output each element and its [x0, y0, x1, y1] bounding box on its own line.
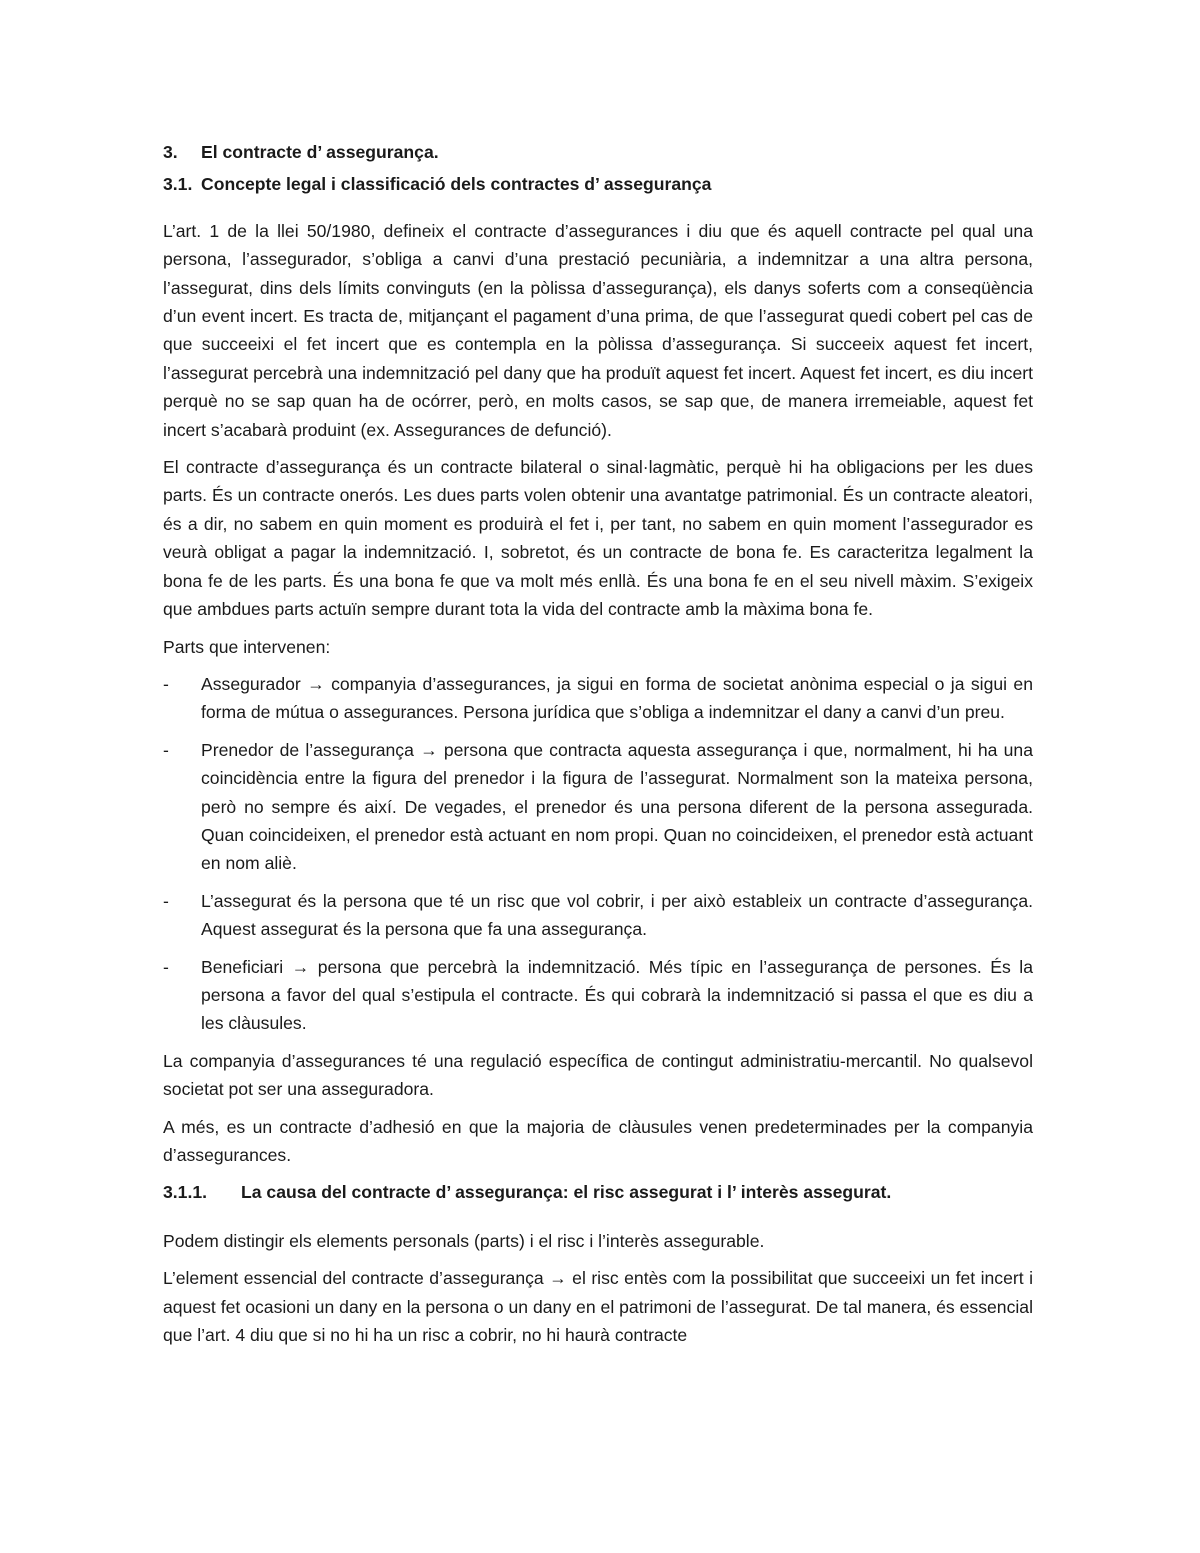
list-dash: - [163, 890, 169, 911]
paragraph-risk: L’element essencial del contracte d’assegurança → el risc entès com la possibilitat que succeeixi un fet incert i aquest fet ocasioni un dany en la persona o un dany en el patrimoni de l’assegurat. De tal manera, és essencial que l’art. 4 diu que si no hi ha un risc a cobrir, no hi haurà contracte [163, 1268, 1033, 1346]
paragraph-regulation: La companyia d’assegurances té una regulació específica de contingut administratiu-mercantil. No qualsevol societat pot ser una asseguradora. [163, 1050, 1033, 1100]
section-heading [163, 138, 1033, 166]
paragraph-parts-intro: Parts que intervenen: [163, 636, 331, 657]
paragraph-elements: Podem distingir els elements personals (parts) i el risc i l’interès assegurable. [163, 1230, 765, 1251]
list-item [163, 736, 1033, 878]
section-number: 3. [163, 142, 178, 162]
section-title: El contracte d’ assegurança. [201, 142, 439, 162]
list-item [163, 953, 1033, 1038]
list-item [163, 887, 1033, 944]
list-dash: - [163, 739, 169, 760]
subsection-title: Concepte legal i classificació dels contractes d’ assegurança [201, 174, 712, 195]
list-item [163, 670, 1033, 727]
list-dash: - [163, 673, 169, 694]
list-item-text: Beneficiari → persona que percebrà la indemnització. Més típic en l’assegurança de persones. És la persona a favor del qual s’estipula el contracte. És qui cobrarà la indemnització si passa el que es diu a les clàusules. [201, 956, 1033, 1034]
list-item-text: L’assegurat és la persona que té un risc que vol cobrir, i per això estableix un contracte d’assegurança. Aquest assegurat és la persona que fa una assegurança. [201, 890, 1033, 940]
subsubsection-number: 3.1.1. [163, 1182, 208, 1203]
subsection-number: 3.1. [163, 174, 193, 195]
subsubsection-title: La causa del contracte d’ assegurança: el risc assegurat i l’ interès assegurat. [241, 1182, 892, 1203]
paragraph-definition: L’art. 1 de la llei 50/1980, defineix el contracte d’assegurances i diu que és aquell contracte pel qual una persona, l’assegurador, s’obliga a canvi d’una prestació pecuniària, a indemnitzar a una altra persona, l’assegurat, dins dels límits convinguts (en la pòlissa d’assegurança), els danys soferts com a conseqüència d’un event incert. Es tracta de, mitjançant el pagament d’una prima, de que l’assegurat quedi cobert pel cas de que succeeixi el fet incert que es contempla en la pòlissa d’assegurança. Si succeeix aquest fet incert, l’assegurat percebrà una indemnització pel dany que ha produït aquest fet incert. Aquest fet incert, es diu incert perquè no se sap quan ha de ocórrer, però, en molts casos, se sap que, de manera irremeiable, aquest fet incert s’acabarà produint (ex. Assegurances de defunció). [163, 220, 1033, 440]
paragraph-adhesion: A més, es un contracte d’adhesió en que la majoria de clàusules venen predeterminades per la companyia d’assegurances. [163, 1116, 1033, 1165]
list-dash: - [163, 956, 169, 977]
parts-list [163, 670, 1033, 1038]
list-item-text: Prenedor de l’assegurança → persona que contracta aquesta assegurança i que, normalment, hi ha una coincidència entre la figura del prenedor i la figura de l’assegurat. Normalment son la mateixa persona, però no sempre és així. De vegades, el prenedor és una persona diferent de la persona assegurada. Quan coincideixen, el prenedor està actuant en nom propi. Quan no coincideixen, el prenedor està actuant en nom aliè. [201, 739, 1033, 874]
paragraph-characteristics: El contracte d’assegurança és un contracte bilateral o sinal·lagmàtic, perquè hi ha obligacions per les dues parts. És un contracte onerós. Les dues parts volen obtenir una avantatge patrimonial. És un contracte aleatori, és a dir, no sabem en quin moment es produirà el fet i, per tant, no sabem en quin moment l’assegurador es veurà obligat a pagar la indemnització. I, sobretot, és un contracte de bona fe. Es caracteritza legalment la bona fe de les parts. És una bona fe que va molt més enllà. És una bona fe en el seu nivell màxim. S’exigeix que ambdues parts actuïn sempre durant tota la vida del contracte amb la màxima bona fe. [163, 457, 1033, 620]
list-item-text: Assegurador → companyia d’assegurances, ja sigui en forma de societat anònima especial o ja sigui en forma de mútua o assegurances. Persona jurídica que s’obliga a indemnitzar el dany a canvi d’un preu. [201, 673, 1033, 723]
subsubsection-heading [163, 1178, 1033, 1206]
document-page [163, 138, 1033, 1358]
subsection-heading [163, 170, 1033, 198]
